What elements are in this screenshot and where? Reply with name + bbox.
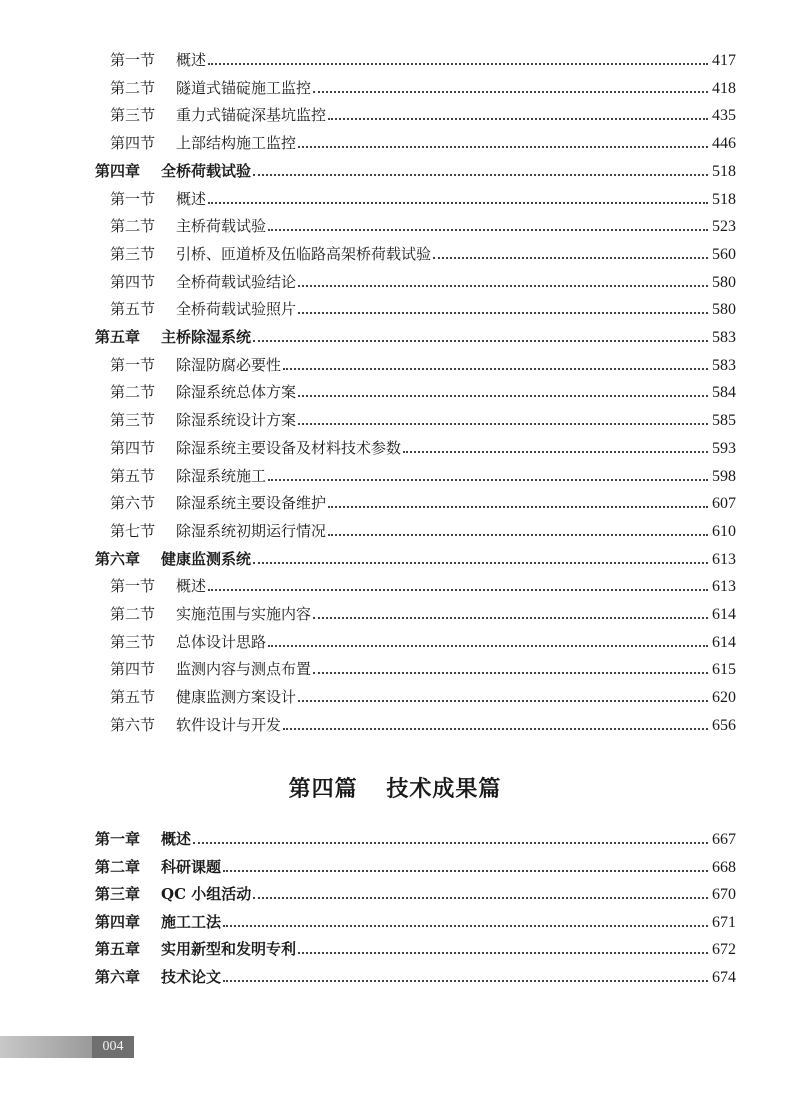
dot-leader xyxy=(298,311,708,314)
entry-title: 重力式锚碇深基坑监控 xyxy=(176,106,327,125)
toc-chapter-entry xyxy=(95,912,736,933)
toc-section-entry xyxy=(110,466,736,487)
entry-label: 第三节 xyxy=(110,632,156,651)
toc-chapter-entry xyxy=(95,549,736,570)
toc-section-entry xyxy=(110,632,736,653)
toc-chapter-entry xyxy=(95,967,736,988)
dot-leader xyxy=(253,896,708,899)
entry-label: 第五章 xyxy=(95,940,141,958)
entry-title: 主桥除湿系统 xyxy=(161,328,252,346)
entry-label: 第五节 xyxy=(110,688,156,707)
toc-section-entry xyxy=(110,493,736,514)
dot-leader xyxy=(298,394,708,397)
entry-page-number: 580 xyxy=(712,273,736,291)
entry-label: 第五章 xyxy=(95,328,141,346)
toc-section-entry xyxy=(110,216,736,237)
toc-section-entry xyxy=(110,189,736,210)
entry-title: 隧道式锚碇施工监控 xyxy=(176,78,312,97)
dot-leader xyxy=(193,841,708,844)
dot-leader xyxy=(433,256,708,259)
entry-label: 第三节 xyxy=(110,411,156,430)
entry-page-number: 580 xyxy=(712,301,736,319)
dot-leader xyxy=(223,869,708,872)
entry-label: 第六章 xyxy=(95,967,141,986)
entry-label: 第一节 xyxy=(110,51,156,69)
toc-chapter-entry xyxy=(95,161,736,182)
dot-leader xyxy=(208,62,708,65)
entry-title: 概述 xyxy=(176,189,207,208)
toc-section-entry xyxy=(110,604,736,625)
toc-section-entry xyxy=(110,659,736,680)
entry-page-number: 674 xyxy=(712,968,736,986)
toc-section-entry xyxy=(110,410,736,431)
footer-band xyxy=(0,1036,92,1058)
dot-leader xyxy=(253,173,708,176)
dot-leader xyxy=(283,727,708,730)
entry-title: 除湿系统主要设备及材料技术参数 xyxy=(176,438,402,457)
entry-page-number: 584 xyxy=(712,384,736,402)
entry-label: 第三章 xyxy=(95,885,141,903)
entry-title: 实用新型和发明专利 xyxy=(161,940,297,958)
entry-label: 第二节 xyxy=(110,605,156,623)
dot-leader xyxy=(223,924,708,927)
toc-section-entry xyxy=(110,438,736,459)
entry-label: 第一节 xyxy=(110,189,156,208)
entry-page-number: 613 xyxy=(712,550,736,568)
entry-title: 全桥荷载试验照片 xyxy=(176,300,297,319)
entry-label: 第四章 xyxy=(95,161,141,180)
toc-section-entry xyxy=(110,299,736,320)
entry-page-number: 418 xyxy=(712,79,736,97)
dot-leader xyxy=(298,422,708,425)
entry-page-number: 435 xyxy=(712,107,736,125)
toc-section-entry xyxy=(110,244,736,265)
entry-page-number: 598 xyxy=(712,467,736,485)
entry-label: 第六章 xyxy=(95,549,141,568)
entry-label: 第四节 xyxy=(110,660,156,679)
dot-leader xyxy=(328,505,708,508)
entry-title: 引桥、匝道桥及伍临路高架桥荷载试验 xyxy=(176,244,432,263)
toc-section-entry xyxy=(110,133,736,154)
entry-page-number: 667 xyxy=(712,831,736,848)
entry-label: 第四章 xyxy=(95,912,141,931)
dot-leader xyxy=(253,561,708,564)
entry-title: 除湿系统初期运行情况 xyxy=(176,521,327,540)
entry-label: 第七节 xyxy=(110,521,156,540)
toc-section-entry xyxy=(110,105,736,126)
entry-page-number: 583 xyxy=(712,329,736,346)
entry-label: 第三节 xyxy=(110,244,156,263)
entry-title: 科研课题 xyxy=(161,857,222,876)
toc-chapter-entry xyxy=(95,829,736,850)
entry-title: 除湿系统总体方案 xyxy=(176,383,297,402)
entry-title: 施工工法 xyxy=(161,912,222,931)
entry-title: 全桥荷载试验结论 xyxy=(176,272,297,291)
entry-page-number: 610 xyxy=(712,522,736,540)
toc-chapter-entry xyxy=(95,884,736,905)
entry-page-number: 671 xyxy=(712,913,736,931)
entry-title: 除湿防腐必要性 xyxy=(176,355,282,374)
toc-section-entry xyxy=(110,576,736,597)
dot-leader xyxy=(253,339,708,342)
entry-title: 概述 xyxy=(176,577,207,596)
toc-section-entry xyxy=(110,78,736,99)
dot-leader xyxy=(283,367,708,370)
entry-title: 上部结构施工监控 xyxy=(176,134,297,153)
entry-title: QC 小组活动 xyxy=(161,885,252,903)
entry-title: 概述 xyxy=(176,51,207,69)
toc-section-entry xyxy=(110,355,736,376)
entry-title: 技术论文 xyxy=(161,967,222,986)
part-title: 技术成果篇 xyxy=(386,776,502,802)
entry-page-number: 560 xyxy=(712,245,736,263)
entry-title: 全桥荷载试验 xyxy=(161,161,252,180)
entry-label: 第四节 xyxy=(110,134,156,153)
entry-page-number: 585 xyxy=(712,412,736,430)
entry-page-number: 672 xyxy=(712,941,736,958)
dot-leader xyxy=(403,450,708,453)
entry-page-number: 607 xyxy=(712,495,736,513)
entry-title: 软件设计与开发 xyxy=(176,715,282,734)
entry-label: 第六节 xyxy=(110,715,156,734)
toc-section-entry xyxy=(110,521,736,542)
entry-label: 第五节 xyxy=(110,466,156,485)
dot-leader xyxy=(268,644,708,647)
dot-leader xyxy=(223,979,708,982)
page-number: 004 xyxy=(92,1036,134,1058)
entry-page-number: 523 xyxy=(712,218,736,236)
entry-label: 第二节 xyxy=(110,383,156,402)
entry-title: 健康监测系统 xyxy=(161,549,252,568)
entry-page-number: 670 xyxy=(712,886,736,903)
part-label: 第四篇 xyxy=(288,776,358,802)
entry-label: 第五节 xyxy=(110,300,156,319)
entry-title: 概述 xyxy=(161,830,192,848)
entry-title: 主桥荷载试验 xyxy=(176,217,267,236)
dot-leader xyxy=(328,533,708,536)
entry-title: 除湿系统施工 xyxy=(176,466,267,485)
dot-leader xyxy=(208,201,708,204)
entry-label: 第二节 xyxy=(110,217,156,236)
entry-label: 第二章 xyxy=(95,857,141,876)
entry-title: 监测内容与测点布置 xyxy=(176,660,312,679)
entry-page-number: 615 xyxy=(712,661,736,679)
entry-page-number: 583 xyxy=(712,356,736,374)
entry-label: 第一节 xyxy=(110,355,156,374)
dot-leader xyxy=(313,671,708,674)
entry-label: 第三节 xyxy=(110,106,156,125)
dot-leader xyxy=(298,284,708,287)
entry-title: 健康监测方案设计 xyxy=(176,688,297,707)
entry-page-number: 613 xyxy=(712,578,736,596)
dot-leader xyxy=(298,145,708,148)
dot-leader xyxy=(313,90,708,93)
dot-leader xyxy=(298,699,708,702)
entry-label: 第六节 xyxy=(110,494,156,513)
toc-section-entry xyxy=(110,272,736,293)
toc-chapter-entry xyxy=(95,939,736,960)
entry-label: 第四节 xyxy=(110,272,156,291)
dot-leader xyxy=(298,951,708,954)
toc-section-entry xyxy=(110,382,736,403)
dot-leader xyxy=(268,228,708,231)
entry-page-number: 614 xyxy=(712,606,736,623)
entry-label: 第一章 xyxy=(95,830,141,848)
dot-leader xyxy=(268,478,708,481)
entry-title: 实施范围与实施内容 xyxy=(176,605,312,623)
entry-page-number: 620 xyxy=(712,689,736,707)
entry-label: 第一节 xyxy=(110,577,156,596)
dot-leader xyxy=(208,588,708,591)
entry-title: 总体设计思路 xyxy=(176,632,267,651)
toc-section-entry xyxy=(110,50,736,71)
dot-leader xyxy=(328,117,708,120)
entry-page-number: 417 xyxy=(712,52,736,69)
toc-chapter-entry xyxy=(95,327,736,348)
entry-page-number: 656 xyxy=(712,716,736,734)
entry-page-number: 593 xyxy=(712,439,736,457)
entry-label: 第二节 xyxy=(110,78,156,97)
entry-page-number: 446 xyxy=(712,135,736,153)
toc-chapter-entry xyxy=(95,857,736,878)
dot-leader xyxy=(313,616,708,619)
toc-section-entry xyxy=(110,715,736,736)
entry-page-number: 668 xyxy=(712,858,736,876)
entry-label: 第四节 xyxy=(110,438,156,457)
entry-page-number: 518 xyxy=(712,190,736,208)
part-heading xyxy=(0,772,790,803)
entry-title: 除湿系统设计方案 xyxy=(176,411,297,430)
entry-page-number: 614 xyxy=(712,633,736,651)
toc-section-entry xyxy=(110,687,736,708)
entry-page-number: 518 xyxy=(712,162,736,180)
entry-title: 除湿系统主要设备维护 xyxy=(176,494,327,513)
